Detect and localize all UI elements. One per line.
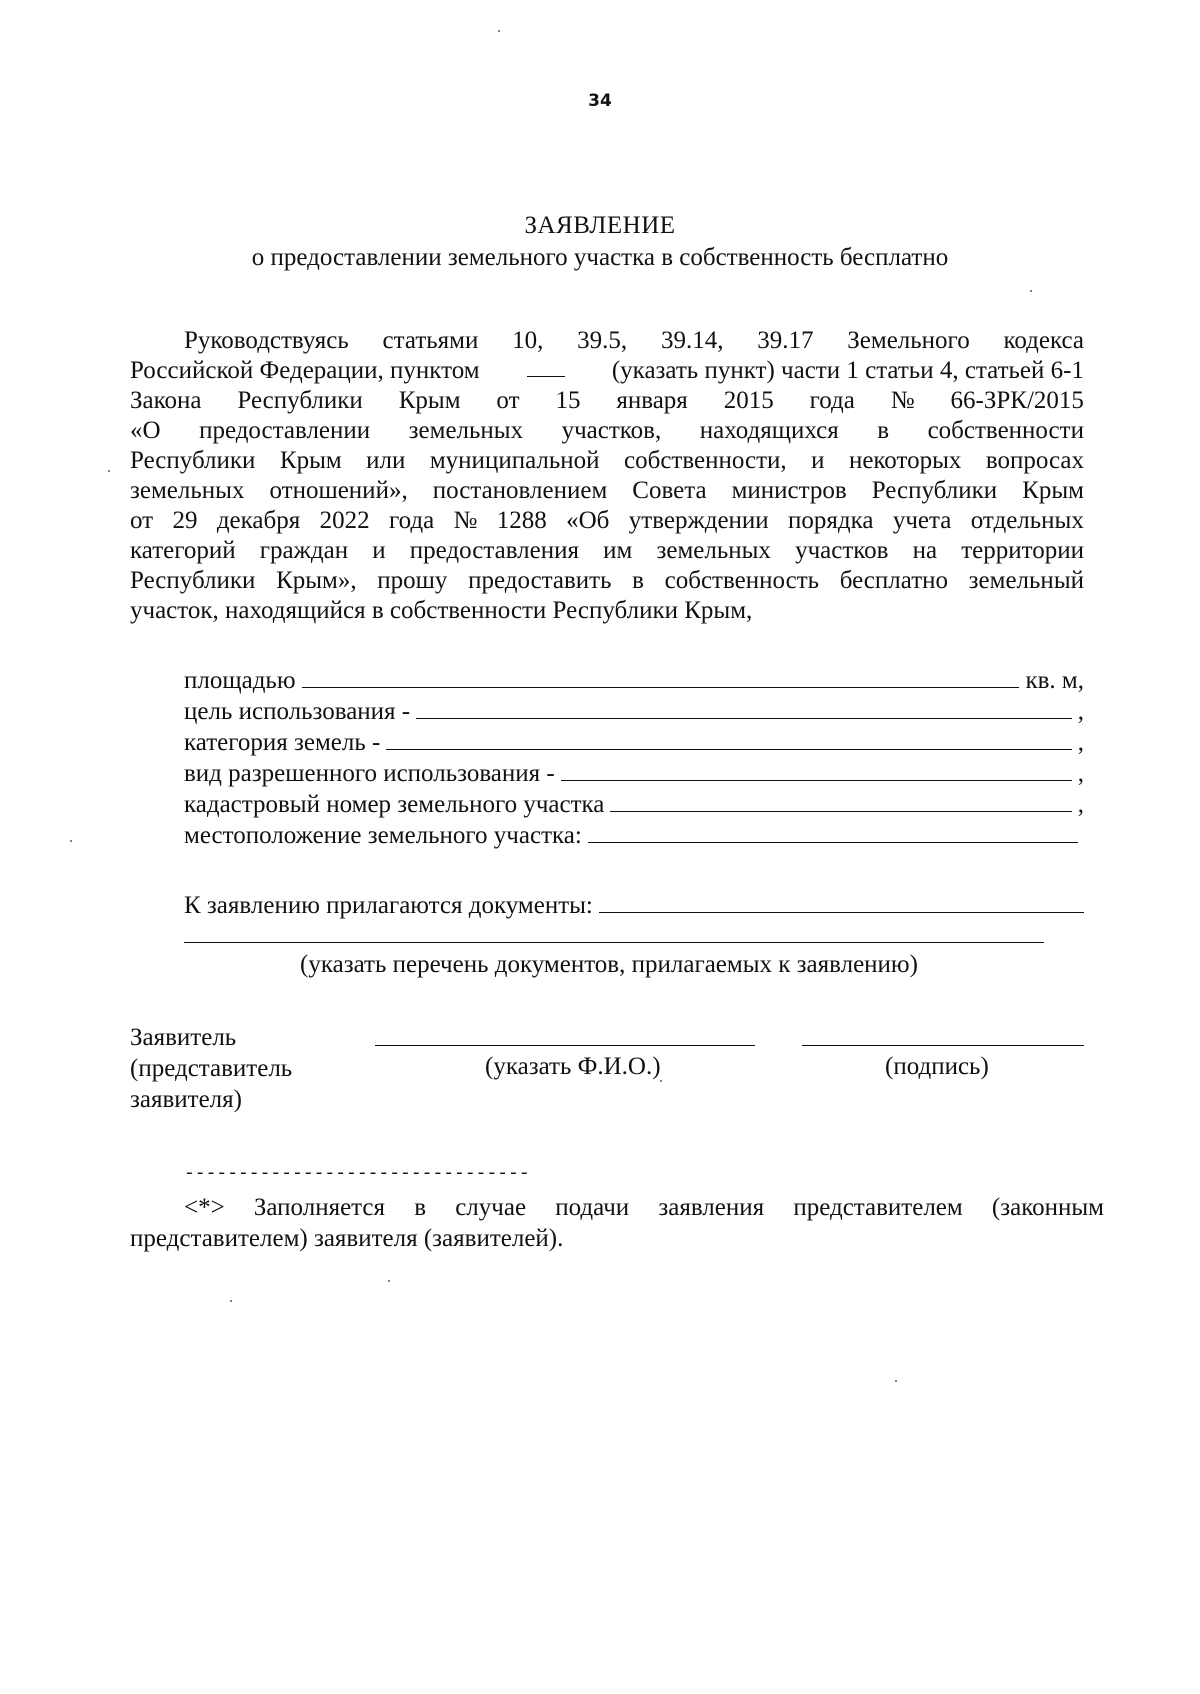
main-paragraph bbox=[130, 326, 1084, 626]
footnote-word: случае bbox=[455, 1194, 527, 1221]
paragraph-word: № bbox=[453, 507, 478, 534]
field-suffix: , bbox=[1077, 698, 1084, 725]
paragraph-word: территории bbox=[961, 537, 1084, 564]
applicant-label-line: Заявитель bbox=[130, 1024, 237, 1051]
page-number: 34 bbox=[588, 91, 612, 111]
paragraph-word: 39.14, bbox=[660, 327, 724, 354]
paragraph-word: 66-ЗРК/2015 bbox=[950, 387, 1084, 414]
field-label: местоположение земельного участка: bbox=[184, 822, 582, 849]
paragraph-word: бесплатно bbox=[839, 567, 949, 594]
attachments-blank-line[interactable] bbox=[599, 892, 1084, 913]
paragraph-word: 39.5, bbox=[577, 327, 628, 354]
paragraph-line bbox=[130, 386, 1084, 416]
paragraph-word: или bbox=[366, 447, 406, 474]
attachments-row bbox=[184, 892, 1084, 920]
field-suffix: , bbox=[1077, 791, 1084, 818]
paragraph-word: им bbox=[603, 537, 633, 564]
paragraph-word: «О bbox=[130, 417, 161, 444]
paragraph-word: № bbox=[890, 387, 915, 414]
paragraph-word: собственности, bbox=[624, 447, 787, 474]
paragraph-word: на bbox=[912, 537, 938, 564]
paragraph-word: от bbox=[496, 387, 520, 414]
field-blank-line[interactable] bbox=[610, 791, 1071, 812]
footnote-word: в bbox=[414, 1194, 427, 1221]
paragraph-word: года bbox=[388, 507, 435, 534]
paragraph-word: отдельных bbox=[970, 507, 1084, 534]
attachments-label: К заявлению прилагаются документы: bbox=[184, 892, 593, 919]
field-row bbox=[184, 758, 1084, 789]
field-row bbox=[184, 789, 1084, 820]
fio-hint: (указать Ф.И.О.) bbox=[485, 1053, 661, 1080]
field-label: цель использования - bbox=[184, 698, 411, 725]
paragraph-word: земельный bbox=[968, 567, 1084, 594]
paragraph-line bbox=[130, 446, 1084, 476]
paragraph-word: Республики bbox=[237, 387, 363, 414]
paragraph-line bbox=[130, 476, 1084, 506]
paragraph-word: министров bbox=[731, 477, 847, 504]
paragraph-word: Земельного bbox=[847, 327, 970, 354]
field-row bbox=[184, 665, 1084, 696]
paragraph-line bbox=[130, 506, 1084, 536]
footnote-word: заявления bbox=[658, 1194, 765, 1221]
paragraph-word: января bbox=[616, 387, 688, 414]
field-row bbox=[184, 696, 1084, 727]
paragraph-word: участков bbox=[795, 537, 889, 564]
paragraph-line bbox=[130, 566, 1084, 596]
paragraph-word: в bbox=[877, 417, 890, 444]
paragraph-word: 1288 bbox=[496, 507, 547, 534]
footnote-word: <*> bbox=[184, 1194, 225, 1221]
paragraph-word: находящихся bbox=[699, 417, 839, 444]
footnote-word: Заполняется bbox=[253, 1194, 386, 1221]
paragraph-word: 10, bbox=[512, 327, 544, 354]
scan-speck bbox=[498, 30, 500, 32]
field-label: площадью bbox=[184, 667, 296, 694]
field-suffix: кв. м, bbox=[1025, 667, 1084, 694]
paragraph-word: предоставления bbox=[409, 537, 579, 564]
paragraph-word: категорий bbox=[130, 537, 236, 564]
paragraph-word: Российской Федерации, пунктом bbox=[130, 357, 480, 384]
paragraph-word: и bbox=[811, 447, 825, 474]
item-number-blank[interactable] bbox=[527, 356, 565, 377]
footnote-separator: -------------------------------- bbox=[184, 1164, 530, 1184]
paragraph-line bbox=[130, 536, 1084, 566]
paragraph-word: Крым bbox=[1022, 477, 1084, 504]
field-label: категория земель - bbox=[184, 729, 381, 756]
footnote-line bbox=[130, 1192, 1104, 1223]
paragraph-word: земельных bbox=[408, 417, 524, 444]
paragraph-word: участок, находящийся в собственности Республики Крым, bbox=[130, 597, 753, 624]
scan-speck bbox=[70, 840, 72, 842]
paragraph-word: участков, bbox=[561, 417, 662, 444]
scan-speck bbox=[388, 1280, 390, 1282]
paragraph-word: прошу bbox=[377, 567, 448, 594]
field-row bbox=[184, 727, 1084, 758]
paragraph-word: предоставить bbox=[468, 567, 612, 594]
field-row bbox=[184, 820, 1084, 851]
paragraph-word: предоставлении bbox=[199, 417, 371, 444]
field-blank-line[interactable] bbox=[561, 760, 1072, 781]
paragraph-word: Закона bbox=[130, 387, 202, 414]
scan-speck bbox=[230, 1300, 232, 1302]
paragraph-word: Руководствуясь bbox=[184, 327, 349, 354]
scan-speck bbox=[1030, 290, 1032, 292]
paragraph-word: 2022 bbox=[319, 507, 370, 534]
paragraph-word: 29 bbox=[172, 507, 198, 534]
paragraph-word: Крым bbox=[279, 447, 342, 474]
document-subtitle: о предоставлении земельного участка в собственность бесплатно bbox=[251, 244, 949, 271]
paragraph-word: вопросах bbox=[985, 447, 1084, 474]
applicant-label-line: заявителя) bbox=[130, 1086, 242, 1113]
footnote-word: (законным bbox=[991, 1194, 1104, 1221]
paragraph-word: кодекса bbox=[1003, 327, 1084, 354]
paragraph-line bbox=[130, 416, 1084, 446]
paragraph-line bbox=[130, 596, 1084, 626]
field-blank-line[interactable] bbox=[416, 698, 1072, 719]
paragraph-word: Республики bbox=[130, 447, 256, 474]
field-label: вид разрешенного использования - bbox=[184, 760, 555, 787]
footnote-word: подачи bbox=[555, 1194, 630, 1221]
paragraph-word: некоторых bbox=[848, 447, 962, 474]
paragraph-word: и bbox=[372, 537, 386, 564]
paragraph-word: учета bbox=[892, 507, 952, 534]
paragraph-word: 39.17 bbox=[757, 327, 814, 354]
paragraph-word: постановлением bbox=[432, 477, 608, 504]
paragraph-word: статьями bbox=[382, 327, 479, 354]
paragraph-line bbox=[130, 326, 1084, 356]
signature-hint: (подпись) bbox=[885, 1053, 989, 1080]
paragraph-word: Республики bbox=[871, 477, 998, 504]
paragraph-word: (указать пункт) части 1 статьи 4, статьей 6-1 bbox=[611, 357, 1084, 384]
paragraph-word: года bbox=[809, 387, 855, 414]
attachments-blank-line-2[interactable] bbox=[184, 942, 1044, 943]
fio-blank-line[interactable] bbox=[375, 1045, 755, 1046]
paragraph-word: утверждении bbox=[628, 507, 769, 534]
land-plot-fields bbox=[184, 665, 1084, 851]
field-label: кадастровый номер земельного участка bbox=[184, 791, 605, 818]
paragraph-word: собственность bbox=[664, 567, 820, 594]
attachments-hint: (указать перечень документов, прилагаемых к заявлению) bbox=[300, 951, 918, 978]
scan-speck bbox=[660, 1080, 662, 1082]
paragraph-word: декабря bbox=[216, 507, 301, 534]
field-blank-line[interactable] bbox=[302, 667, 1020, 688]
paragraph-word: в bbox=[632, 567, 644, 594]
field-blank-line[interactable] bbox=[588, 822, 1078, 843]
paragraph-word: «Об bbox=[566, 507, 610, 534]
field-suffix: , bbox=[1077, 729, 1084, 756]
document-title: ЗАЯВЛЕНИЕ bbox=[524, 212, 676, 239]
scan-speck bbox=[895, 1380, 897, 1382]
field-blank-line[interactable] bbox=[386, 729, 1071, 750]
paragraph-word: земельных bbox=[656, 537, 771, 564]
applicant-label-line: (представитель bbox=[130, 1055, 293, 1082]
field-suffix: , bbox=[1077, 760, 1084, 787]
paragraph-word: собственности bbox=[927, 417, 1084, 444]
footnote-line: представителем) заявителя (заявителей). bbox=[130, 1225, 564, 1252]
paragraph-word: порядка bbox=[788, 507, 874, 534]
scan-speck bbox=[108, 470, 110, 472]
paragraph-word: отношений», bbox=[269, 477, 408, 504]
paragraph-word: муниципальной bbox=[429, 447, 600, 474]
paragraph-word: граждан bbox=[259, 537, 349, 564]
paragraph-word: земельных bbox=[130, 477, 245, 504]
paragraph-word: 2015 bbox=[723, 387, 774, 414]
footnote-word: представителем bbox=[793, 1194, 963, 1221]
applicant-label bbox=[130, 1022, 292, 1115]
paragraph-word: от bbox=[130, 507, 154, 534]
signature-blank-line[interactable] bbox=[802, 1045, 1084, 1046]
paragraph-word: 15 bbox=[555, 387, 581, 414]
paragraph-word: Совета bbox=[632, 477, 707, 504]
paragraph-word: Республики bbox=[130, 567, 256, 594]
paragraph-word: Крым bbox=[398, 387, 461, 414]
footnote bbox=[130, 1192, 1104, 1254]
paragraph-line bbox=[130, 356, 1084, 386]
paragraph-word: Крым», bbox=[276, 567, 357, 594]
